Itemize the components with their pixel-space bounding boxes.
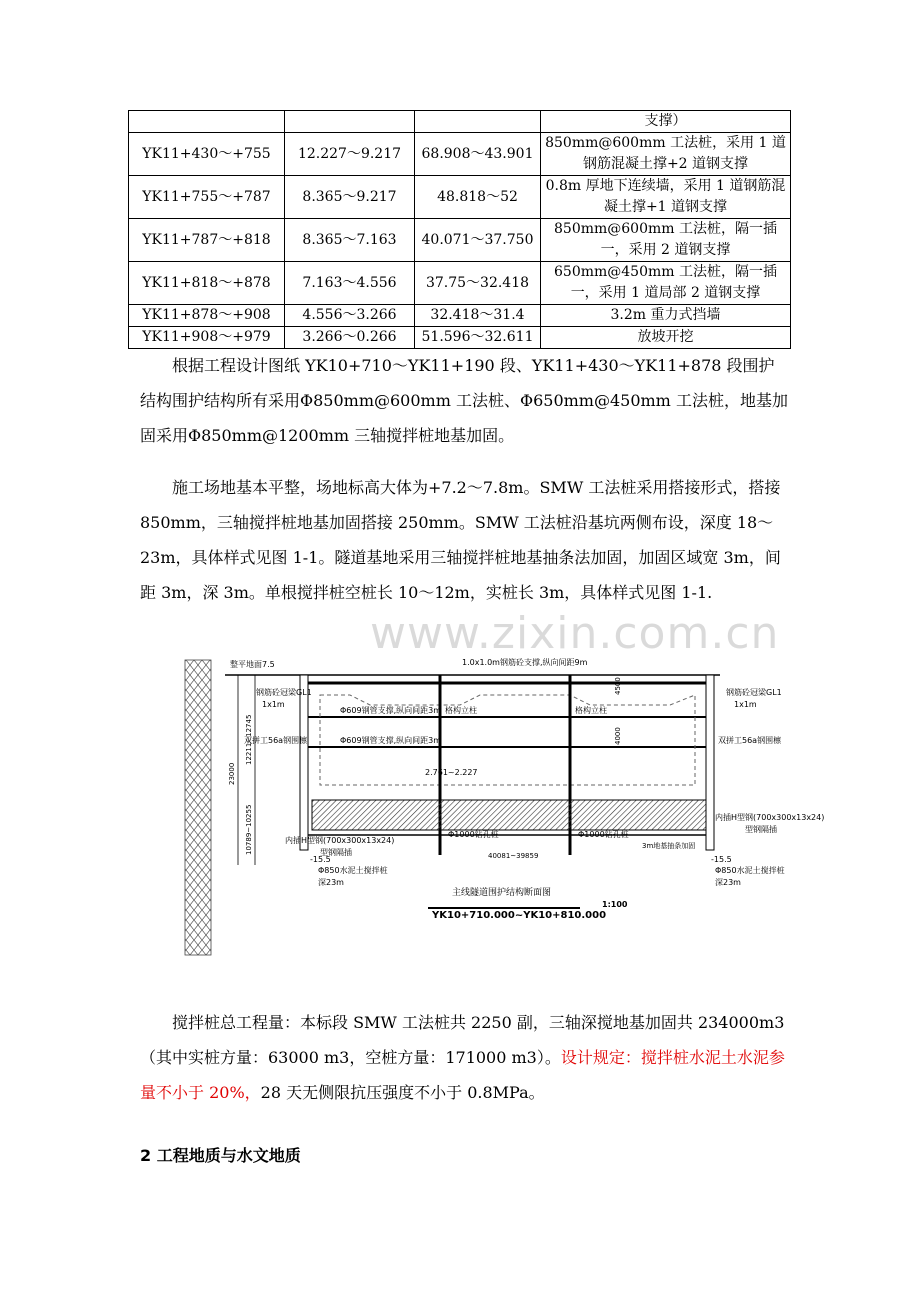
dim-23000: 23000	[228, 762, 236, 785]
table-cell: 650mm@450mm 工法桩，隔一插一，采用 1 道局部 2 道钢支撑	[541, 262, 791, 305]
paragraph-retaining-structure: 根据工程设计图纸 YK10+710～YK11+190 段、YK11+430～YK11+878 段围护结构围护结构所有采用Φ850mm@600mm 工法桩、Φ650mm@450mm 工法桩，地基加固采用Φ850mm@1200mm 三轴搅拌桩地基加固。	[140, 356, 788, 445]
table-cell: YK11+908～+979	[129, 327, 285, 349]
label-mixing-pile-right-depth: 深23m	[715, 878, 741, 887]
left-retaining-wall	[300, 675, 308, 850]
table-cell: YK11+430～+755	[129, 133, 285, 176]
label-bored-pile-2: Φ1000钻孔桩	[578, 830, 629, 839]
label-elev-left: -15.5	[310, 855, 331, 864]
table-cell: YK11+787～+818	[129, 219, 285, 262]
ground-reinforcement-zone	[312, 800, 706, 830]
label-waler-left: 双拼工56a钢围檩	[244, 736, 308, 745]
label-hbeam-right: 内插H型钢(700x300x13x24)	[715, 813, 825, 822]
table-cell: YK11+878～+908	[129, 305, 285, 327]
quantities-text: 搅拌桩总工程量：本标段 SMW 工法桩共 2250 副，三轴深搅地基加固共 234000m3（其中实桩方量：63000 m3，空桩方量：171000 m3）。	[140, 1013, 785, 1067]
label-steel-strut-2: Φ609钢管支撑,纵向间距3m	[340, 736, 441, 745]
label-bored-pile-1: Φ1000钻孔桩	[448, 830, 499, 839]
table-row	[129, 133, 791, 176]
label-lattice-column-2: 格构立柱	[575, 706, 607, 715]
label-ground-elevation: 整平地面7.5	[230, 660, 275, 669]
retaining-structure-cross-section	[170, 655, 830, 965]
table-cell: 8.365～7.163	[285, 219, 415, 262]
label-hbeam-left-sub: 型钢隔插	[320, 848, 352, 857]
label-waler-right: 双拼工56a钢围檩	[718, 736, 782, 745]
strength-requirement-text: 28 天无侧限抗压强度不小于 0.8MPa。	[260, 1083, 545, 1102]
table-cell: 850mm@600mm 工法桩，采用 1 道钢筋混凝土撑+2 道钢支撑	[541, 133, 791, 176]
dim-upper: 12211~12745	[245, 714, 253, 765]
table-row	[129, 262, 791, 305]
paragraph-quantities	[140, 1005, 790, 1110]
excavation-section-table	[128, 110, 791, 349]
table-cell	[285, 111, 415, 133]
dim-lower: 10789~10255	[245, 804, 253, 855]
label-lattice-column-1: 格构立柱	[445, 706, 477, 715]
table-cell: 8.365～9.217	[285, 176, 415, 219]
label-steel-strut-1: Φ609钢管支撑,纵向间距3m	[340, 706, 441, 715]
table-row	[129, 219, 791, 262]
table-cell: 支撑）	[541, 111, 791, 133]
label-crown-beam-left-size: 1x1m	[262, 700, 285, 709]
figure-caption: 主线隧道围护结构断面图	[452, 888, 552, 898]
table-cell: 0.8m 厚地下连续墙，采用 1 道钢筋混凝土撑+1 道钢支撑	[541, 176, 791, 219]
dim-4500: 4500	[614, 677, 622, 695]
table-row	[129, 111, 791, 133]
label-mixing-pile-left-depth: 深23m	[318, 878, 344, 887]
figure-scale: 1:100	[602, 900, 628, 909]
paragraph-site-conditions: 施工场地基本平整，场地标高大体为+7.2～7.8m。SMW 工法桩采用搭接形式，搭接 850mm，三轴搅拌桩地基加固搭接 250mm。SMW 工法桩沿基坑两侧布设，深度 18～23m，具体样式见图 1-1。隧道基地采用三轴搅拌桩地基抽条法加固，加固区域宽 3m，间距 3m，深 3m。单根搅拌桩空桩长 10～12m，实桩长 3m，具体样式见图 1-1.	[140, 478, 781, 602]
label-mid-elevation: 2.761~2.227	[425, 768, 478, 777]
dim-4000: 4000	[614, 727, 622, 745]
label-top-strut: 1.0x1.0m钢筋砼支撑,纵向间距9m	[462, 658, 588, 667]
label-width: 40081~39859	[488, 852, 539, 860]
right-retaining-wall	[706, 675, 714, 850]
table-cell	[129, 111, 285, 133]
design-requirement-text: 设计规定：搅拌桩水泥土水泥参量不小于 20%，	[140, 1048, 785, 1102]
table-cell: 32.418～31.4	[415, 305, 541, 327]
table-cell: 68.908～43.901	[415, 133, 541, 176]
label-strip-reinforcement: 3m地基抽条加固	[642, 842, 696, 850]
table-row	[129, 327, 791, 349]
table-cell: 48.818～52	[415, 176, 541, 219]
label-crown-beam-right-size: 1x1m	[734, 700, 757, 709]
table-cell: 3.2m 重力式挡墙	[541, 305, 791, 327]
figure-caption-range: YK10+710.000~YK10+810.000	[432, 910, 607, 921]
table-cell: 51.596～32.611	[415, 327, 541, 349]
table-cell: YK11+818～+878	[129, 262, 285, 305]
table-cell: 12.227～9.217	[285, 133, 415, 176]
section-heading: 2 工程地质与水文地质	[140, 1146, 301, 1165]
label-crown-beam-left: 钢筋砼冠梁GL1	[256, 688, 312, 697]
label-crown-beam-right: 钢筋砼冠梁GL1	[726, 688, 782, 697]
label-hbeam-left: 内插H型钢(700x300x13x24)	[285, 836, 395, 845]
table-cell: 40.071～37.750	[415, 219, 541, 262]
table-cell: 放坡开挖	[541, 327, 791, 349]
table-cell: 850mm@600mm 工法桩，隔一插一，采用 2 道钢支撑	[541, 219, 791, 262]
table-row	[129, 176, 791, 219]
table-row	[129, 305, 791, 327]
table-cell: 3.266～0.266	[285, 327, 415, 349]
table-cell	[415, 111, 541, 133]
table-cell: 37.75～32.418	[415, 262, 541, 305]
table-cell: 4.556～3.266	[285, 305, 415, 327]
label-hbeam-right-sub: 型钢隔插	[745, 825, 777, 834]
label-mixing-pile-left: Φ850水泥土搅拌桩	[318, 866, 388, 875]
watermark: www.zixin.com.cn	[370, 608, 780, 659]
table-cell: YK11+755～+787	[129, 176, 285, 219]
label-elev-right: -15.5	[711, 855, 732, 864]
table-cell: 7.163～4.556	[285, 262, 415, 305]
label-mixing-pile-right: Φ850水泥土搅拌桩	[715, 866, 785, 875]
soil-profile-column	[185, 660, 211, 955]
